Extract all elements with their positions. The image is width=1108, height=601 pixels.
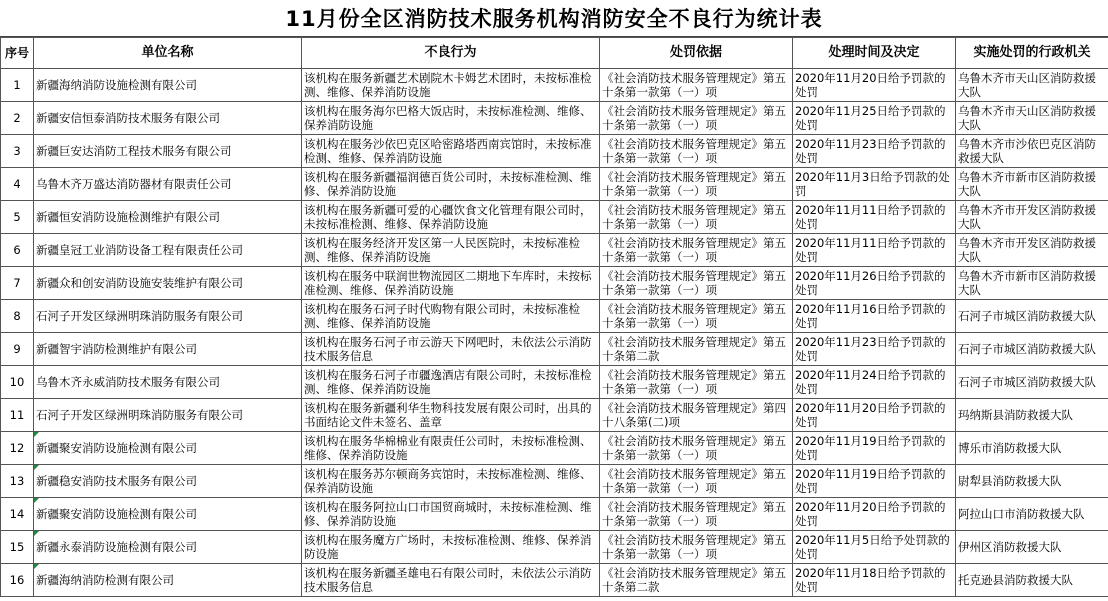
table-row[interactable] (1, 564, 1108, 597)
table-body (1, 69, 1108, 597)
cell-authority[interactable]: 尉犁县消防救援大队 (956, 465, 1108, 498)
table-row[interactable] (1, 201, 1108, 234)
cell-authority[interactable]: 石河子市城区消防救援大队 (956, 333, 1108, 366)
cell-unit[interactable]: 新疆安信恒泰消防技术服务有限公司 (34, 102, 302, 135)
cell-authority[interactable]: 玛纳斯县消防救援大队 (956, 399, 1108, 432)
cell-time[interactable]: 2020年11月26日给予罚款的处罚 (793, 267, 956, 300)
table-row[interactable] (1, 432, 1108, 465)
cell-time[interactable]: 2020年11月5日给予处罚款的处罚 (793, 531, 956, 564)
cell-seq[interactable]: 2 (1, 102, 34, 135)
cell-time[interactable]: 2020年11月3日给予罚款的处罚 (793, 168, 956, 201)
cell-seq[interactable]: 5 (1, 201, 34, 234)
table-row[interactable] (1, 366, 1108, 399)
header-behavior: 不良行为 (302, 38, 600, 69)
table-row[interactable] (1, 69, 1108, 102)
table-row[interactable] (1, 135, 1108, 168)
cell-marker-icon (34, 498, 39, 503)
cell-time[interactable]: 2020年11月19日给予罚款的处罚 (793, 465, 956, 498)
cell-seq[interactable]: 4 (1, 168, 34, 201)
cell-time[interactable]: 2020年11月23日给予罚款的处罚 (793, 135, 956, 168)
cell-basis[interactable]: 《社会消防技术服务管理规定》第五十条第一款第（一）项 (600, 201, 793, 234)
cell-time[interactable]: 2020年11月25日给予罚款的处罚 (793, 102, 956, 135)
cell-basis[interactable]: 《社会消防技术服务管理规定》第四十八条第(二)项 (600, 399, 793, 432)
cell-behavior[interactable]: 该机构在服务石河子时代购物有限公司时，未按标准检测、维修、保养消防设施 (302, 300, 600, 333)
cell-behavior[interactable]: 该机构在服务阿拉山口市国贸商城时，未按标准检测、维修、保养消防设施 (302, 498, 600, 531)
cell-seq[interactable]: 14 (1, 498, 34, 531)
cell-authority[interactable]: 石河子市城区消防救援大队 (956, 300, 1108, 333)
cell-seq[interactable]: 3 (1, 135, 34, 168)
cell-seq[interactable]: 15 (1, 531, 34, 564)
cell-behavior[interactable]: 该机构在服务石河子市疆逸酒店有限公司时，未按标准检测、维修、保养消防设施 (302, 366, 600, 399)
cell-authority[interactable]: 石河子市城区消防救援大队 (956, 366, 1108, 399)
table-row[interactable] (1, 234, 1108, 267)
cell-unit[interactable]: 石河子开发区绿洲明珠消防服务有限公司 (34, 399, 302, 432)
header-unit: 单位名称 (34, 38, 302, 69)
table-row[interactable] (1, 267, 1108, 300)
cell-basis[interactable]: 《社会消防技术服务管理规定》第五十条第一款第（一）项 (600, 267, 793, 300)
cell-authority[interactable]: 博乐市消防救援大队 (956, 432, 1108, 465)
cell-behavior[interactable]: 该机构在服务华棉棉业有限责任公司时，未按标准检测、维修、保养消防设施 (302, 432, 600, 465)
cell-unit[interactable]: 新疆海纳消防检测有限公司 (34, 564, 302, 597)
cell-basis[interactable]: 《社会消防技术服务管理规定》第五十条第一款第（一）项 (600, 465, 793, 498)
cell-seq[interactable]: 11 (1, 399, 34, 432)
cell-authority[interactable]: 托克逊县消防救援大队 (956, 564, 1108, 597)
cell-basis[interactable]: 《社会消防技术服务管理规定》第五十条第一款第（一）项 (600, 69, 793, 102)
cell-time[interactable]: 2020年11月20日给予罚款的处罚 (793, 399, 956, 432)
cell-authority[interactable]: 乌鲁木齐市天山区消防救援大队 (956, 69, 1108, 102)
table-row[interactable] (1, 465, 1108, 498)
cell-time[interactable]: 2020年11月24日给予罚款的处罚 (793, 366, 956, 399)
cell-behavior[interactable]: 该机构在服务海尔巴格大饭店时，未按标准检测、维修、保养消防设施 (302, 102, 600, 135)
cell-authority[interactable]: 乌鲁木齐市天山区消防救援大队 (956, 102, 1108, 135)
cell-time[interactable]: 2020年11月11日给予罚款的处罚 (793, 234, 956, 267)
cell-basis[interactable]: 《社会消防技术服务管理规定》第五十条第一款第（一）项 (600, 234, 793, 267)
cell-unit[interactable]: 新疆恒安消防设施检测维护有限公司 (34, 201, 302, 234)
cell-basis[interactable]: 《社会消防技术服务管理规定》第五十条第二款 (600, 564, 793, 597)
cell-behavior[interactable]: 该机构在服务沙依巴克区哈密路塔西南宾馆时，未按标准检测、维修、保养消防设施 (302, 135, 600, 168)
cell-time[interactable]: 2020年11月23日给予罚款的处罚 (793, 333, 956, 366)
cell-behavior[interactable]: 该机构在服务经济开发区第一人民医院时，未按标准检测、维修、保养消防设施 (302, 234, 600, 267)
cell-marker-icon (34, 432, 39, 437)
cell-seq[interactable]: 10 (1, 366, 34, 399)
cell-basis[interactable]: 《社会消防技术服务管理规定》第五十条第一款第（一）项 (600, 366, 793, 399)
cell-seq[interactable]: 1 (1, 69, 34, 102)
cell-unit[interactable]: 新疆永泰消防设施检测有限公司 (34, 531, 302, 564)
cell-behavior[interactable]: 该机构在服务中联润世物流园区二期地下车库时，未按标准检测、维修、保养消防设施 (302, 267, 600, 300)
cell-seq[interactable]: 16 (1, 564, 34, 597)
cell-seq[interactable]: 6 (1, 234, 34, 267)
page-title: 11月份全区消防技术服务机构消防安全不良行为统计表 (285, 7, 823, 31)
cell-unit[interactable]: 新疆聚安消防设施检测有限公司 (34, 498, 302, 531)
cell-behavior[interactable]: 该机构在服务石河子市云游天下网吧时，未依法公示消防技术服务信息 (302, 333, 600, 366)
cell-unit[interactable]: 乌鲁木齐永威消防技术服务有限公司 (34, 366, 302, 399)
cell-time[interactable]: 2020年11月11日给予罚款的处罚 (793, 201, 956, 234)
cell-unit[interactable]: 新疆巨安达消防工程技术服务有限公司 (34, 135, 302, 168)
cell-basis[interactable]: 《社会消防技术服务管理规定》第五十条第一款第（一）项 (600, 168, 793, 201)
cell-unit[interactable]: 新疆智宇消防检测维护有限公司 (34, 333, 302, 366)
cell-behavior[interactable]: 该机构在服务新疆圣雄电石有限公司时，未依法公示消防技术服务信息 (302, 564, 600, 597)
table-row[interactable] (1, 531, 1108, 564)
cell-behavior[interactable]: 该机构在服务新疆利华生物科技发展有限公司时，出具的书面结论文件未签名、盖章 (302, 399, 600, 432)
header-authority: 实施处罚的行政机关 (956, 38, 1108, 69)
cell-behavior[interactable]: 该机构在服务新疆艺术剧院木卡姆艺术团时，未按标准检测、维修、保养消防设施 (302, 69, 600, 102)
cell-time[interactable]: 2020年11月20日给予罚款的处罚 (793, 498, 956, 531)
cell-basis[interactable]: 《社会消防技术服务管理规定》第五十条第一款第（一）项 (600, 498, 793, 531)
cell-seq[interactable]: 12 (1, 432, 34, 465)
cell-seq[interactable]: 7 (1, 267, 34, 300)
table-row[interactable] (1, 168, 1108, 201)
cell-basis[interactable]: 《社会消防技术服务管理规定》第五十条第一款第（一）项 (600, 432, 793, 465)
cell-basis[interactable]: 《社会消防技术服务管理规定》第五十条第一款第（一）项 (600, 531, 793, 564)
cell-seq[interactable]: 8 (1, 300, 34, 333)
cell-basis[interactable]: 《社会消防技术服务管理规定》第五十条第一款第（一）项 (600, 300, 793, 333)
header-basis: 处罚依据 (600, 38, 793, 69)
cell-seq[interactable]: 13 (1, 465, 34, 498)
cell-unit[interactable]: 新疆聚安消防设施检测有限公司 (34, 432, 302, 465)
cell-behavior[interactable]: 该机构在服务新疆福润德百货公司时，未按标准检测、维修、保养消防设施 (302, 168, 600, 201)
header-time: 处理时间及决定 (793, 38, 956, 69)
cell-authority[interactable]: 乌鲁木齐市新市区消防救援大队 (956, 267, 1108, 300)
cell-authority[interactable]: 乌鲁木齐市开发区消防救援大队 (956, 234, 1108, 267)
table-row[interactable] (1, 333, 1108, 366)
cell-basis[interactable]: 《社会消防技术服务管理规定》第五十条第一款第（一）项 (600, 102, 793, 135)
table-row[interactable] (1, 399, 1108, 432)
cell-unit[interactable]: 乌鲁木齐万盛达消防器材有限责任公司 (34, 168, 302, 201)
violation-table (0, 37, 1108, 597)
cell-authority[interactable]: 阿拉山口市消防救援大队 (956, 498, 1108, 531)
table-row[interactable] (1, 498, 1108, 531)
cell-authority[interactable]: 伊州区消防救援大队 (956, 531, 1108, 564)
header-seq: 序号 (1, 38, 34, 69)
header-row (1, 38, 1108, 69)
cell-authority[interactable]: 乌鲁木齐市开发区消防救援大队 (956, 201, 1108, 234)
cell-behavior[interactable]: 该机构在服务苏尔顿商务宾馆时，未按标准检测、维修、保养消防设施 (302, 465, 600, 498)
cell-marker-icon (34, 531, 39, 536)
cell-time[interactable]: 2020年11月19日给予罚款的处罚 (793, 432, 956, 465)
cell-unit[interactable]: 石河子开发区绿洲明珠消防服务有限公司 (34, 300, 302, 333)
cell-behavior[interactable]: 该机构在服务新疆可爱的心疆饮食文化管理有限公司时，未按标准检测、维修、保养消防设施 (302, 201, 600, 234)
cell-authority[interactable]: 乌鲁木齐市沙依巴克区消防救援大队 (956, 135, 1108, 168)
cell-marker-icon (34, 465, 39, 470)
cell-unit[interactable]: 新疆稳安消防技术服务有限公司 (34, 465, 302, 498)
title-row (0, 0, 1108, 37)
cell-basis[interactable]: 《社会消防技术服务管理规定》第五十条第二款 (600, 333, 793, 366)
cell-authority[interactable]: 乌鲁木齐市新市区消防救援大队 (956, 168, 1108, 201)
cell-behavior[interactable]: 该机构在服务魔方广场时，未按标准检测、维修、保养消防设施 (302, 531, 600, 564)
cell-time[interactable]: 2020年11月18日给予罚款的处罚 (793, 564, 956, 597)
cell-unit[interactable]: 新疆海纳消防设施检测有限公司 (34, 69, 302, 102)
table-row[interactable] (1, 102, 1108, 135)
cell-marker-icon (34, 564, 39, 569)
cell-unit[interactable]: 新疆众和创安消防设施安装维护有限公司 (34, 267, 302, 300)
table-row[interactable] (1, 300, 1108, 333)
cell-time[interactable]: 2020年11月16日给予罚款的处罚 (793, 300, 956, 333)
cell-seq[interactable]: 9 (1, 333, 34, 366)
cell-unit[interactable]: 新疆皇冠工业消防设备工程有限责任公司 (34, 234, 302, 267)
cell-time[interactable]: 2020年11月20日给予罚款的处罚 (793, 69, 956, 102)
cell-basis[interactable]: 《社会消防技术服务管理规定》第五十条第一款第（一）项 (600, 135, 793, 168)
